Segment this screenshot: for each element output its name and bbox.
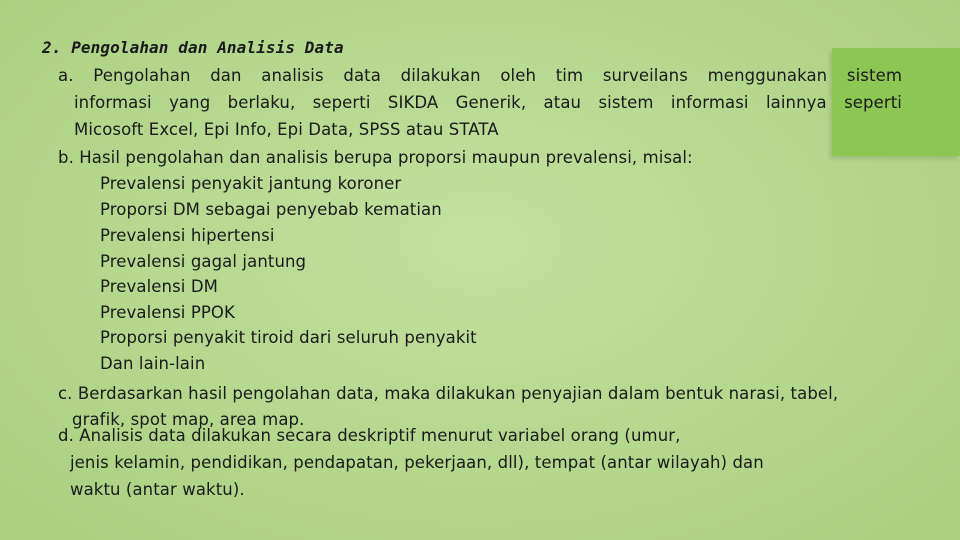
item-c-line-1: c. Berdasarkan hasil pengolahan data, maka dilakukan penyajian dalam bentuk narasi, tabel, <box>58 384 839 403</box>
list-item: Prevalensi gagal jantung <box>100 252 307 271</box>
list-item: Prevalensi penyakit jantung koroner <box>100 174 402 193</box>
item-d-line-3: waktu (antar waktu). <box>70 480 245 499</box>
list-item: Dan lain-lain <box>100 354 206 373</box>
item-a-line-3: Micosoft Excel, Epi Info, Epi Data, SPSS atau STATA <box>74 120 499 139</box>
item-a-line-2: informasi yang berlaku, seperti SIKDA Generik, atau sistem informasi lainnya seperti <box>74 93 902 112</box>
list-item: Proporsi DM sebagai penyebab kematian <box>100 200 442 219</box>
list-item: Proporsi penyakit tiroid dari seluruh penyakit <box>100 328 477 347</box>
list-item: Prevalensi DM <box>100 277 218 296</box>
item-c-line-2: grafik, spot map, area map. <box>72 410 305 429</box>
item-b-line-1: b. Hasil pengolahan dan analisis berupa proporsi maupun prevalensi, misal: <box>58 148 693 167</box>
list-item: Prevalensi PPOK <box>100 303 235 322</box>
item-d-line-2: jenis kelamin, pendidikan, pendapatan, pekerjaan, dll), tempat (antar wilayah) dan <box>70 453 764 472</box>
item-a-line-1: a. Pengolahan dan analisis data dilakukan oleh tim surveilans menggunakan sistem <box>58 66 902 85</box>
item-d-line-1: d. Analisis data dilakukan secara deskriptif menurut variabel orang (umur, <box>58 426 681 445</box>
list-item: Prevalensi hipertensi <box>100 226 275 245</box>
section-heading: 2. Pengolahan dan Analisis Data <box>42 38 344 57</box>
